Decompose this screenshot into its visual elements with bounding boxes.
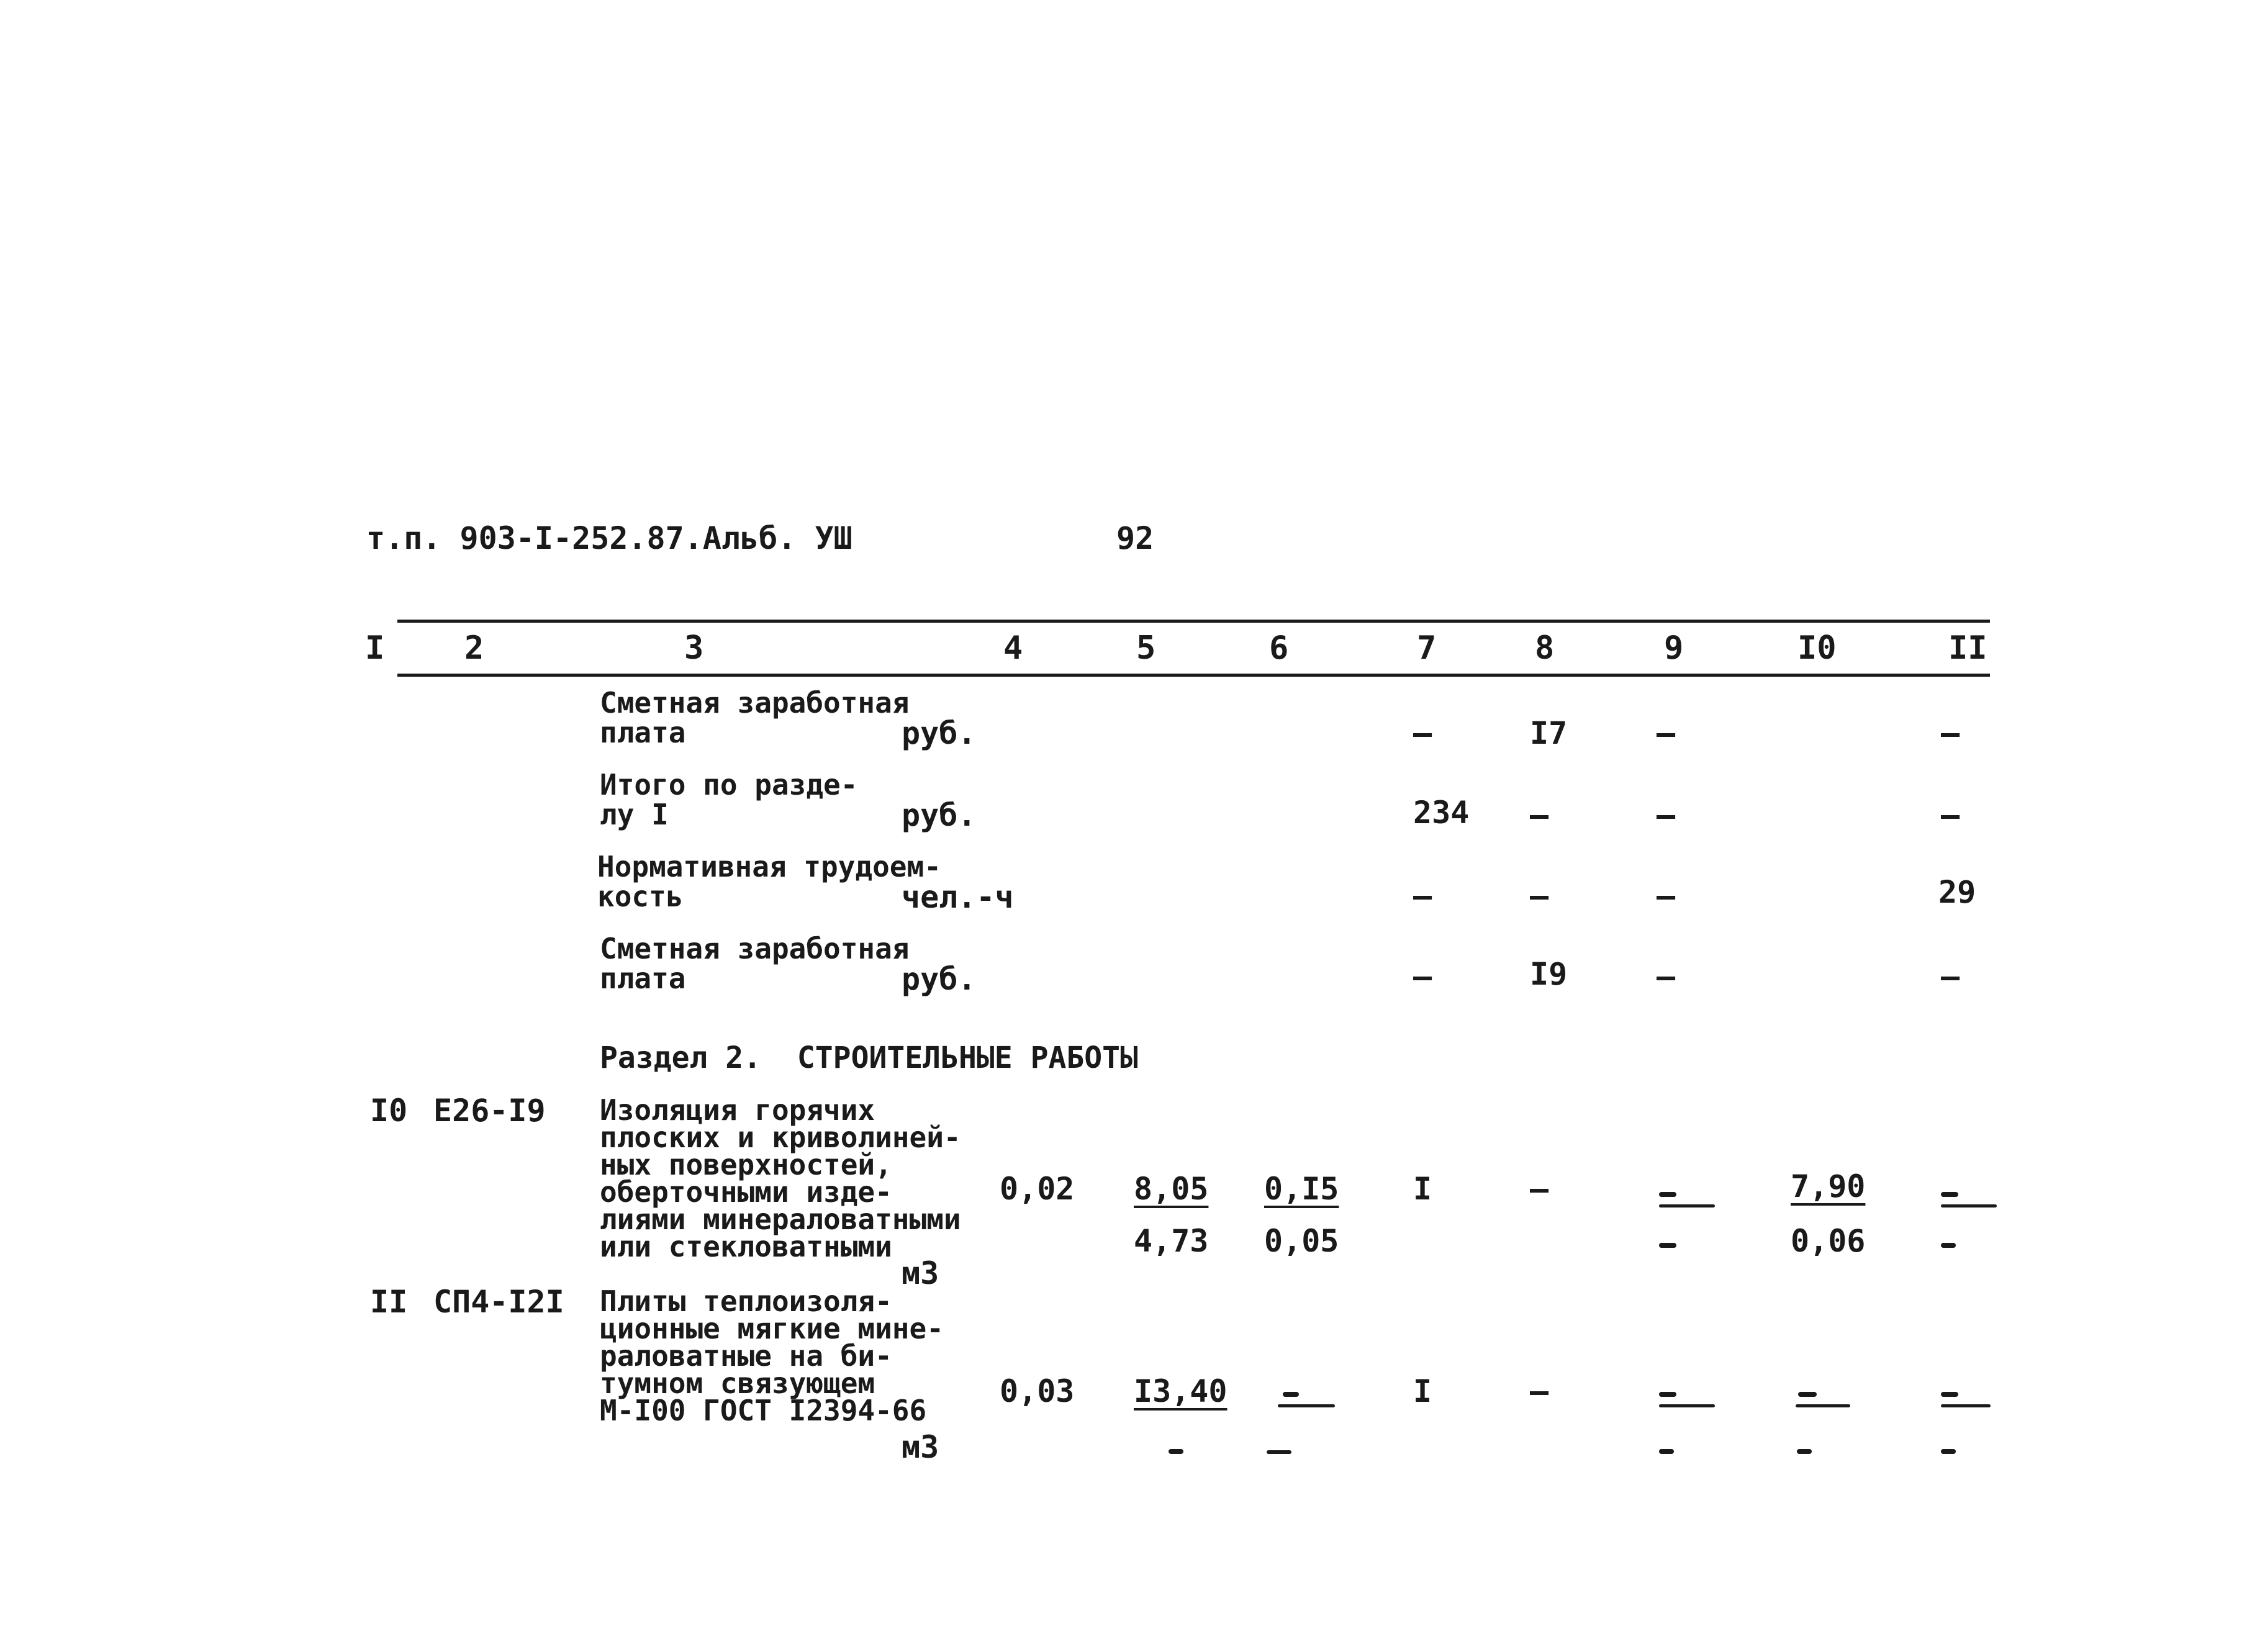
column-number: II (1948, 630, 1987, 667)
item-description-line: Плиты теплоизоля- (600, 1284, 892, 1318)
item-description-line: оберточными изде- (600, 1175, 892, 1209)
item-number: I0 (370, 1093, 408, 1129)
row-label-line: Сметная заработная (600, 932, 910, 965)
cell-col9: – (1657, 959, 1676, 995)
cell-col9: – (1657, 715, 1676, 751)
cell-col7: 234 (1413, 795, 1470, 831)
unit-label: руб. (902, 797, 977, 833)
cell-col10-top: 7,90 (1791, 1168, 1866, 1204)
cell-col5-bottom: 4,73 (1134, 1223, 1209, 1259)
cell-col8: – (1530, 797, 1549, 833)
column-number: I0 (1797, 630, 1837, 667)
fraction-bar (1941, 1404, 1991, 1407)
table-header-bottom-rule (397, 674, 1990, 677)
row-label-line: Сметная заработная (600, 686, 910, 720)
fraction-bar (1278, 1404, 1335, 1407)
item-description-line: ных поверхностей, (600, 1148, 892, 1181)
unit-label: м3 (902, 1255, 939, 1291)
column-number: I (365, 630, 385, 667)
cell-col6-bottom: 0,05 (1264, 1223, 1339, 1259)
empty-cell-dash (1941, 1243, 1956, 1248)
cell-col6-top: 0,I5 (1264, 1171, 1339, 1207)
item-description-line: плоских и криволиней- (600, 1121, 961, 1154)
row-label-line: плата (600, 716, 686, 749)
cell-col11: – (1941, 797, 1960, 833)
item-code: Е26-I9 (433, 1093, 546, 1129)
item-description-line: раловатные на би- (600, 1339, 892, 1373)
empty-cell-dash (1169, 1449, 1183, 1454)
cell-col5-top: I3,40 (1134, 1373, 1227, 1409)
row-label-line: Нормативная трудоем- (597, 850, 941, 883)
item-description-line: тумном связующем (600, 1366, 875, 1400)
item-description-line: Изоляция горячих (600, 1093, 875, 1127)
page-number: 92 (1116, 520, 1154, 556)
column-number: 4 (1003, 630, 1023, 667)
cell-col9: – (1657, 797, 1676, 833)
cell-col7: – (1413, 878, 1432, 914)
row-label-line: кость (597, 880, 684, 913)
fraction-bar (1941, 1204, 1997, 1207)
empty-cell-dash (1267, 1450, 1291, 1454)
table-top-rule (397, 620, 1990, 623)
section-heading: Раздел 2. СТРОИТЕЛЬНЫЕ РАБОТЫ (600, 1040, 1138, 1075)
empty-cell-dash (1659, 1449, 1674, 1454)
item-description-line: или стекловатными (600, 1230, 892, 1263)
cell-col7: I (1413, 1171, 1432, 1207)
cell-col11: – (1941, 715, 1960, 751)
cell-col7: I (1413, 1373, 1432, 1409)
cell-col4: 0,02 (1000, 1171, 1075, 1207)
unit-label: руб. (902, 715, 977, 751)
item-description-line: М-I00 ГОСТ I2394-66 (600, 1394, 927, 1427)
fraction-bar (1796, 1404, 1850, 1407)
column-number: 3 (684, 630, 704, 667)
item-number: II (370, 1284, 408, 1320)
row-label-line: лу I (600, 798, 669, 831)
document-reference: т.п. 903-I-252.87.Альб. УШ (366, 520, 852, 556)
cell-col8: I9 (1530, 956, 1568, 992)
empty-cell-dash (1941, 1392, 1958, 1397)
cell-col8: – (1530, 1373, 1549, 1409)
unit-label: чел.-ч (902, 879, 1014, 915)
cell-col11: – (1941, 959, 1960, 995)
empty-cell-dash (1941, 1192, 1958, 1197)
empty-cell-dash (1659, 1392, 1676, 1397)
item-code: СП4-I2I (433, 1284, 564, 1320)
row-label-line: Итого по разде- (600, 768, 858, 801)
unit-label: м3 (902, 1429, 939, 1465)
cell-col9: – (1657, 878, 1676, 914)
cell-col7: – (1413, 959, 1432, 995)
column-number: 7 (1417, 630, 1437, 667)
cell-col7: – (1413, 715, 1432, 751)
row-label-line: плата (600, 962, 686, 995)
cell-col5-top: 8,05 (1134, 1171, 1209, 1207)
cell-col11: 29 (1938, 874, 1976, 910)
empty-cell-dash (1659, 1243, 1676, 1248)
column-number: 2 (464, 630, 484, 667)
empty-cell-dash (1283, 1392, 1299, 1397)
item-description-line: лиями минераловатными (600, 1203, 961, 1236)
empty-cell-dash (1659, 1192, 1676, 1197)
cell-col10-bottom: 0,06 (1791, 1223, 1866, 1259)
cell-col8: – (1530, 878, 1549, 914)
cell-col4: 0,03 (1000, 1373, 1075, 1409)
empty-cell-dash (1797, 1449, 1812, 1454)
empty-cell-dash (1798, 1392, 1817, 1397)
unit-label: руб. (902, 961, 977, 997)
fraction-bar (1659, 1204, 1715, 1207)
empty-cell-dash (1941, 1449, 1956, 1454)
fraction-bar (1659, 1404, 1715, 1407)
column-number: 6 (1269, 630, 1289, 667)
cell-col8: – (1530, 1171, 1549, 1207)
column-number: 9 (1664, 630, 1684, 667)
column-number: 5 (1136, 630, 1156, 667)
column-number: 8 (1535, 630, 1555, 667)
item-description-line: ционные мягкие мине- (600, 1312, 944, 1345)
cell-col8: I7 (1530, 715, 1568, 751)
